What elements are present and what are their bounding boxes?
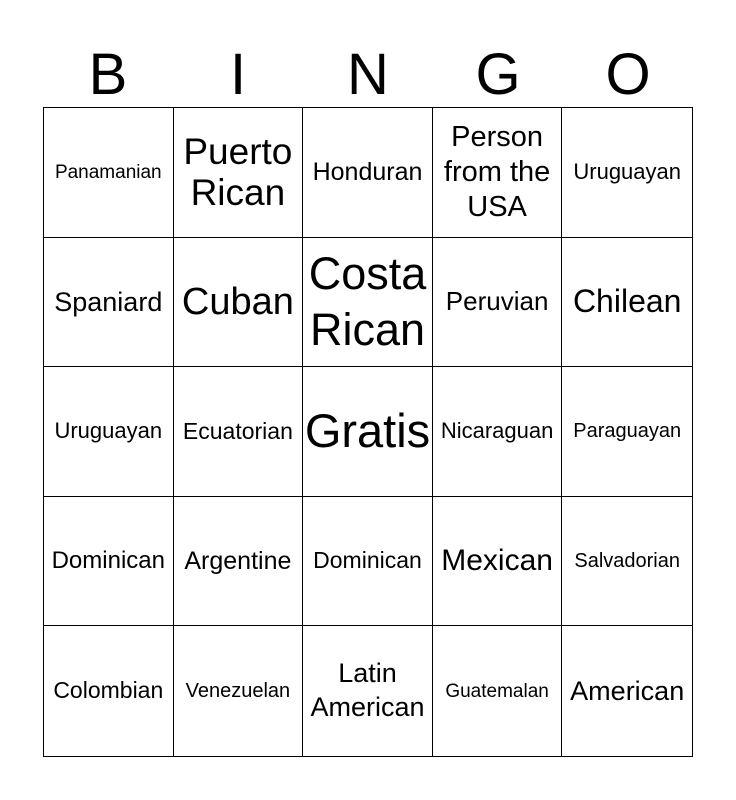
- bingo-cell[interactable]: [433, 497, 563, 627]
- bingo-cell[interactable]: [303, 238, 433, 368]
- cell-label: American: [570, 676, 685, 707]
- cell-label: Uruguayan: [573, 158, 682, 184]
- cell-label: Dominican: [313, 547, 422, 574]
- bingo-cell[interactable]: [433, 367, 563, 497]
- bingo-cell[interactable]: [562, 626, 692, 756]
- bingo-cell[interactable]: [433, 108, 563, 238]
- cell-label: Argentine: [184, 547, 292, 576]
- cell-label: Cuban: [181, 280, 294, 323]
- bingo-header: [43, 40, 693, 108]
- cell-label: Latin American: [310, 658, 425, 723]
- bingo-cell[interactable]: [562, 497, 692, 627]
- bingo-cell[interactable]: [44, 626, 174, 756]
- cell-label: Venezuelan: [185, 680, 291, 702]
- cell-label: Salvadorian: [574, 549, 680, 572]
- bingo-cell[interactable]: [174, 108, 304, 238]
- bingo-cell[interactable]: [174, 497, 304, 627]
- cell-label: Peruvian: [445, 286, 549, 317]
- bingo-cell[interactable]: [433, 238, 563, 368]
- header-letter-i: I: [229, 42, 247, 107]
- header-letter-o: O: [605, 42, 651, 107]
- cell-label: Nicaraguan: [440, 418, 554, 444]
- cell-label: Ecuatorian: [182, 417, 293, 444]
- cell-label: Chilean: [572, 282, 682, 319]
- bingo-cell[interactable]: [303, 367, 433, 497]
- cell-label: Uruguayan: [54, 418, 163, 444]
- bingo-cell[interactable]: [174, 626, 304, 756]
- cell-label: Gratis: [304, 404, 431, 458]
- bingo-cell[interactable]: [562, 108, 692, 238]
- bingo-cell[interactable]: [303, 108, 433, 238]
- bingo-cell[interactable]: [174, 367, 304, 497]
- bingo-cell[interactable]: [174, 238, 304, 368]
- bingo-board: [43, 107, 693, 757]
- bingo-cell[interactable]: [303, 626, 433, 756]
- cell-label: Dominican: [51, 546, 165, 574]
- bingo-cell[interactable]: [303, 497, 433, 627]
- cell-label: Spaniard: [54, 286, 163, 317]
- bingo-cell[interactable]: [44, 497, 174, 627]
- cell-label: Puerto Rican: [183, 130, 293, 214]
- header-letter-n: N: [347, 42, 389, 107]
- cell-label: Mexican: [441, 544, 553, 578]
- bingo-cell[interactable]: [562, 367, 692, 497]
- cell-label: Honduran: [312, 158, 423, 187]
- cell-label: Guatemalan: [445, 680, 549, 702]
- bingo-cell[interactable]: [44, 238, 174, 368]
- cell-label: Panamanian: [54, 161, 162, 183]
- header-letter-g: G: [475, 42, 521, 107]
- cell-label: Person from the USA: [443, 121, 551, 223]
- bingo-cell[interactable]: [44, 108, 174, 238]
- cell-label: Colombian: [53, 677, 164, 704]
- bingo-cell[interactable]: [433, 626, 563, 756]
- bingo-cell[interactable]: [44, 367, 174, 497]
- header-letter-b: B: [88, 42, 128, 107]
- cell-label: Costa Rican: [308, 247, 427, 355]
- cell-label: Paraguayan: [573, 420, 682, 443]
- bingo-cell[interactable]: [562, 238, 692, 368]
